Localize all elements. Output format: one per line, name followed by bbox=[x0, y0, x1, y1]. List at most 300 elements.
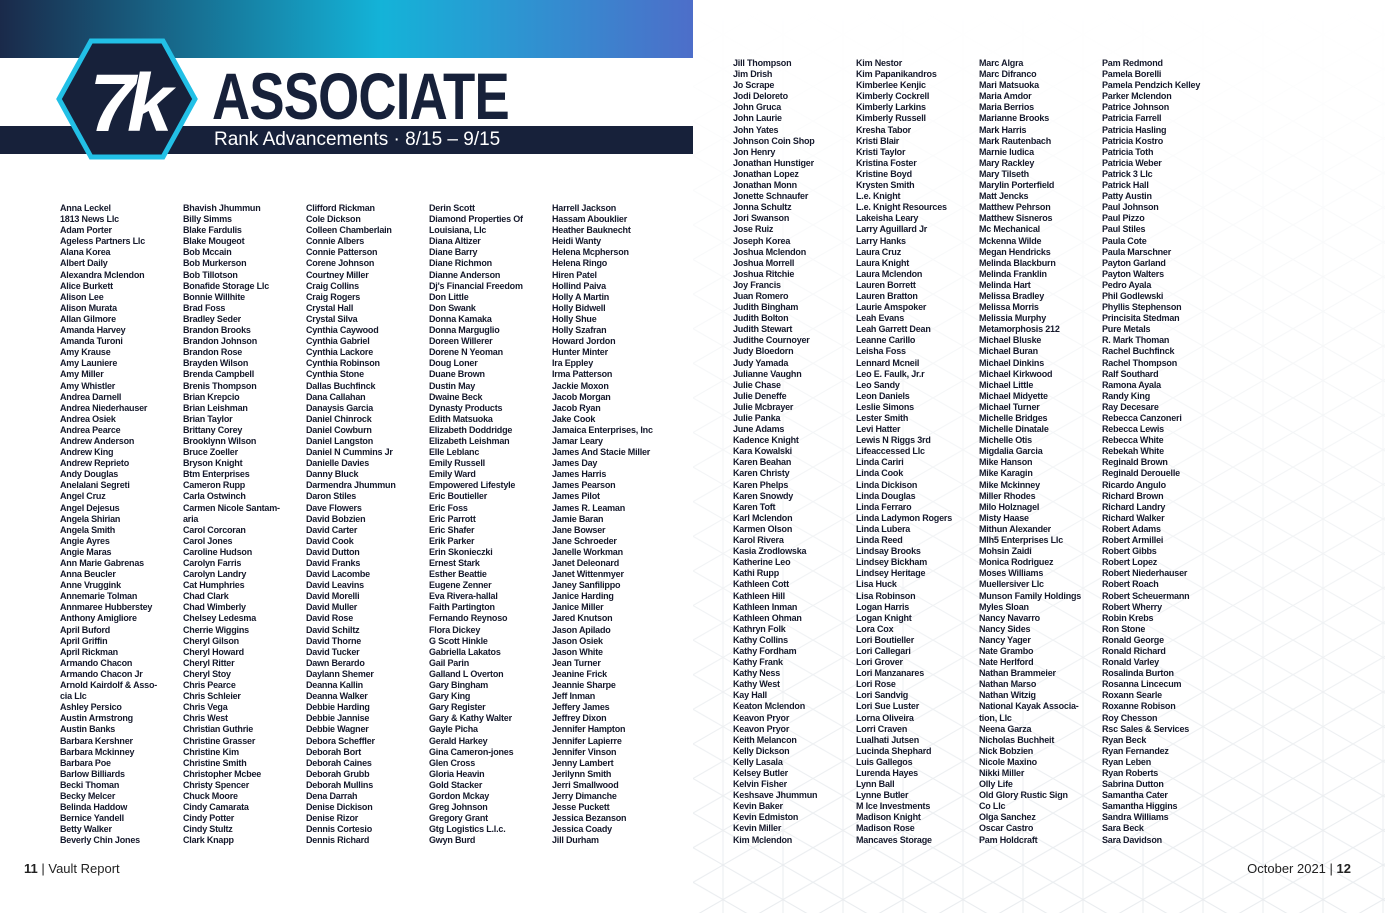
name-entry: Empowered Lifestyle bbox=[429, 480, 516, 491]
name-entry: Anna Beucler bbox=[60, 569, 116, 580]
name-entry: Janey Sanfilippo bbox=[552, 580, 621, 591]
name-entry: Kim Mclendon bbox=[733, 834, 793, 845]
name-entry: Ryan Roberts bbox=[1102, 768, 1159, 778]
name-entry: R. Mark Thoman bbox=[1102, 335, 1170, 346]
name-entry: Jean Turner bbox=[552, 657, 601, 668]
name-entry: James Pearson bbox=[552, 480, 616, 491]
name-entry: Eva Rivera-hallal bbox=[429, 591, 498, 602]
name-entry: Ann Marie Gabrenas bbox=[60, 558, 144, 568]
name-entry: Don Little bbox=[429, 291, 469, 302]
name-entry: Annmaree Hubberstey bbox=[60, 602, 153, 613]
name-entry: Lakeisha Leary bbox=[856, 213, 919, 224]
name-entry: Laura Cruz bbox=[856, 246, 902, 257]
name-entry: Kathi Rupp bbox=[733, 568, 779, 579]
name-entry: Laura Mclendon bbox=[856, 268, 923, 279]
name-entry: Nate Herlford bbox=[979, 657, 1034, 668]
name-entry: Melissa Morris bbox=[979, 302, 1039, 313]
name-entry: Danny Bluck bbox=[306, 469, 359, 480]
name-entry: Roy Chesson bbox=[1102, 712, 1158, 723]
name-entry: Courtney Miller bbox=[306, 269, 369, 280]
name-entry: Cherrie Wiggins bbox=[183, 624, 249, 635]
name-entry: Dianne Anderson bbox=[429, 269, 501, 280]
name-entry: Albert Daily bbox=[60, 258, 108, 269]
name-entry: Chuck Moore bbox=[183, 790, 238, 801]
name-entry: Cheryl Ritter bbox=[183, 657, 235, 668]
name-entry: Phil Godlewski bbox=[1102, 290, 1164, 301]
name-entry: Debbie Harding bbox=[306, 702, 370, 713]
name-entry: Kresha Tabor bbox=[856, 124, 911, 135]
name-entry: Andrea Pearce bbox=[60, 424, 121, 435]
name-entry: Jonna Schultz bbox=[733, 202, 792, 213]
name-entry: Judithe Cournoyer bbox=[733, 335, 810, 346]
name-entry: Daniel N Cummins Jr bbox=[306, 447, 393, 458]
name-entry: Glen Cross bbox=[429, 757, 476, 768]
name-entry: April Griffin bbox=[60, 635, 108, 646]
name-entry: Anna Leckel bbox=[60, 203, 111, 213]
name-entry: Laurie Amspoker bbox=[856, 302, 927, 313]
name-entry: Mithun Alexander bbox=[979, 523, 1051, 534]
name-entry: Rebecca Lewis bbox=[1102, 424, 1164, 435]
name-entry: Elle Leblanc bbox=[429, 447, 480, 458]
name-entry: Lori Manzanares bbox=[856, 668, 925, 679]
name-entry: Muellersiver Llc bbox=[979, 579, 1044, 590]
name-entry: Leon Daniels bbox=[856, 390, 910, 401]
name-entry: James Harris bbox=[552, 469, 607, 480]
name-entry: Colleen Chamberlain bbox=[306, 225, 392, 236]
name-entry: Janice Harding bbox=[552, 591, 614, 602]
name-entry: Andrew Reprieto bbox=[60, 458, 130, 469]
name-entry: Jesse Puckett bbox=[552, 802, 610, 813]
name-entry: Patrick 3 Llc bbox=[1102, 168, 1153, 179]
name-entry: Jose Ruiz bbox=[733, 224, 774, 235]
name-entry: Brad Foss bbox=[183, 302, 226, 313]
name-entry: Kim Papanikandros bbox=[856, 69, 937, 80]
name-entry: Anelalani Segreti bbox=[60, 480, 130, 491]
name-entry: Donna Marguglio bbox=[429, 325, 500, 336]
name-entry: Sabrina Dutton bbox=[1102, 779, 1164, 790]
name-entry: Jason White bbox=[552, 646, 603, 657]
name-entry: Ernest Stark bbox=[429, 558, 480, 568]
logo-text: 7k bbox=[89, 58, 165, 149]
name-entry: Gary Register bbox=[429, 702, 486, 713]
name-entry: Andrea Osiek bbox=[60, 413, 116, 424]
name-entry: Jane Schroeder bbox=[552, 535, 617, 546]
name-entry: Amanda Turoni bbox=[60, 336, 123, 347]
name-entry: Emily Russell bbox=[429, 458, 485, 469]
name-entry: Christopher Mcbee bbox=[183, 768, 262, 779]
name-entry: Amy Miller bbox=[60, 369, 104, 380]
name-entry: Juan Romero bbox=[733, 290, 789, 301]
name-entry: Kelvin Fisher bbox=[733, 779, 787, 790]
name-entry: Rachel Buchfinck bbox=[1102, 346, 1175, 357]
name-entry: Amy Launiere bbox=[60, 358, 118, 369]
name-entry: Daniel Chinrock bbox=[306, 413, 372, 424]
name-entry: Jessica Coady bbox=[552, 824, 612, 835]
name-entry: Barbara Mckinney bbox=[60, 746, 135, 757]
name-entry: Judith Bolton bbox=[733, 313, 789, 324]
name-entry: Eric Shafer bbox=[429, 524, 475, 535]
name-entry: Ray Decesare bbox=[1102, 401, 1159, 412]
name-entry: Payton Garland bbox=[1102, 257, 1166, 268]
name-entry: Linda Cook bbox=[856, 468, 903, 479]
name-entry: Anne Vruggink bbox=[60, 580, 121, 591]
name-entry: Christine Grasser bbox=[183, 735, 256, 746]
name-entry: Austin Armstrong bbox=[60, 713, 133, 724]
name-entry: Larry Aguillard Jr bbox=[856, 224, 928, 235]
name-entry: Hunter Minter bbox=[552, 347, 608, 358]
name-entry: Karol Rivera bbox=[733, 535, 784, 546]
name-entry: Helena Mcpherson bbox=[552, 247, 629, 258]
name-entry: Beverly Chin Jones bbox=[60, 835, 140, 846]
name-entry: Julie Chase bbox=[733, 379, 781, 390]
name-entry: Lauren Bratton bbox=[856, 290, 918, 301]
name-entry: Andrew King bbox=[60, 447, 114, 458]
name-entry: Alison Lee bbox=[60, 291, 104, 302]
name-entry: Phyllis Stephenson bbox=[1102, 302, 1182, 313]
name-entry: Robert Gibbs bbox=[1102, 546, 1157, 557]
name-entry: Leah Garrett Dean bbox=[856, 324, 931, 335]
name-entry: Arnold Kairdolf & Asso- bbox=[60, 680, 158, 691]
name-entry: Barbara Poe bbox=[60, 757, 111, 768]
name-entry: Dennis Cortesio bbox=[306, 824, 373, 835]
name-entry: Daron Stiles bbox=[306, 491, 357, 502]
name-entry: Reginald Derouelle bbox=[1102, 468, 1180, 479]
name-entry: Linda Ferraro bbox=[856, 501, 912, 512]
name-entry: David Bobzien bbox=[306, 513, 366, 524]
name-entry: Louisiana, Llc bbox=[429, 225, 487, 236]
name-entry: Kristina Foster bbox=[856, 157, 917, 168]
name-entry: Kadence Knight bbox=[733, 435, 799, 446]
name-entry: cia Llc bbox=[60, 691, 87, 702]
name-entry: Lauren Borrett bbox=[856, 279, 916, 290]
name-entry: Karen Christy bbox=[733, 468, 790, 479]
name-entry: Jeff Inman bbox=[552, 691, 596, 702]
name-entry: Jill Durham bbox=[552, 835, 599, 846]
name-entry: Karen Beahan bbox=[733, 457, 792, 468]
name-entry: Lindsey Heritage bbox=[856, 568, 926, 579]
name-entry: Payton Walters bbox=[1102, 268, 1164, 279]
name-entry: Kathy Fordham bbox=[733, 645, 797, 656]
name-entry: Lynn Ball bbox=[856, 779, 895, 790]
name-entry: Carolyn Landry bbox=[183, 569, 247, 580]
name-column-9 bbox=[1102, 58, 1224, 846]
name-entry: Kathleen Hill bbox=[733, 590, 785, 601]
name-entry: Linda Douglas bbox=[856, 490, 916, 501]
name-entry: Keaton Mclendon bbox=[733, 701, 806, 712]
name-entry: Deborah Mullins bbox=[306, 779, 374, 790]
name-entry: Barbara Kershner bbox=[60, 735, 133, 746]
name-entry: Paula Cote bbox=[1102, 235, 1147, 246]
name-entry: Chris Vega bbox=[183, 702, 228, 713]
name-entry: Roxann Searle bbox=[1102, 690, 1162, 701]
name-entry: Danielle Davies bbox=[306, 458, 370, 469]
name-entry: June Adams bbox=[733, 424, 785, 435]
name-entry: Ricardo Angulo bbox=[1102, 479, 1166, 490]
name-entry: Chad Wimberly bbox=[183, 602, 246, 613]
name-entry: Nick Bobzien bbox=[979, 745, 1034, 756]
name-entry: Lindsey Bickham bbox=[856, 557, 928, 568]
name-entry: Monica Rodriguez bbox=[979, 557, 1054, 568]
name-entry: Metamorphosis 212 bbox=[979, 324, 1060, 335]
name-entry: Holly Szafran bbox=[552, 325, 607, 336]
name-entry: Patty Austin bbox=[1102, 191, 1152, 202]
name-entry: Matt Jencks bbox=[979, 191, 1029, 202]
name-entry: Daylann Shemer bbox=[306, 668, 374, 679]
name-entry: Matthew Pehrson bbox=[979, 202, 1051, 213]
name-entry: Judith Bingham bbox=[733, 302, 799, 313]
footer-right-label: October 2021 bbox=[1247, 861, 1326, 876]
name-entry: Cynthia Stone bbox=[306, 369, 364, 380]
name-entry: David Franks bbox=[306, 558, 361, 568]
name-entry: Hiren Patel bbox=[552, 269, 597, 280]
name-entry: Lori Rose bbox=[856, 679, 896, 690]
name-entry: Dennis Richard bbox=[306, 835, 370, 846]
name-entry: Emily Ward bbox=[429, 469, 476, 480]
name-entry: Lester Smith bbox=[856, 413, 909, 423]
name-entry: Olly Life bbox=[979, 779, 1013, 790]
name-entry: Brian Leishman bbox=[183, 402, 248, 413]
name-entry: Marianne Brooks bbox=[979, 113, 1050, 124]
name-entry: Kathy Ness bbox=[733, 668, 781, 679]
name-entry: tion, Llc bbox=[979, 712, 1012, 723]
name-entry: Dustin May bbox=[429, 380, 476, 391]
name-entry: Nicole Maxino bbox=[979, 756, 1037, 767]
name-entry: 1813 News Llc bbox=[60, 214, 119, 225]
name-entry: Megan Hendricks bbox=[979, 246, 1051, 257]
name-entry: Kevin Edmiston bbox=[733, 812, 799, 823]
name-entry: Lora Cox bbox=[856, 623, 894, 634]
name-column-8 bbox=[979, 58, 1101, 846]
name-entry: Debora Scheffler bbox=[306, 735, 375, 746]
name-entry: Nathan Marso bbox=[979, 679, 1037, 690]
name-entry: Keavon Pryor bbox=[733, 712, 790, 723]
name-entry: Jeffrey Dixon bbox=[552, 713, 607, 724]
name-entry: Bonnie Willhite bbox=[183, 291, 245, 302]
name-entry: Janet Deleonard bbox=[552, 558, 620, 568]
name-entry: Cameron Rupp bbox=[183, 480, 246, 491]
name-entry: Chad Clark bbox=[183, 591, 229, 602]
name-entry: Mary Rackley bbox=[979, 157, 1035, 168]
name-entry: Joshua Morrell bbox=[733, 257, 795, 268]
name-entry: Lurenda Hayes bbox=[856, 768, 918, 778]
name-entry: Paul Johnson bbox=[1102, 202, 1159, 213]
name-entry: Cynthia Robinson bbox=[306, 358, 380, 369]
name-entry: Marc Difranco bbox=[979, 69, 1037, 80]
name-entry: Cheryl Stoy bbox=[183, 668, 231, 679]
name-entry: Eric Boutieller bbox=[429, 491, 488, 502]
name-entry: Gabriella Lakatos bbox=[429, 646, 501, 657]
name-entry: Brittany Corey bbox=[183, 424, 243, 435]
name-entry: Carol Corcoran bbox=[183, 524, 246, 535]
name-entry: Rosanna Lincecum bbox=[1102, 679, 1182, 690]
name-entry: Denise Rizor bbox=[306, 813, 359, 824]
name-entry: Michael Bluske bbox=[979, 335, 1042, 346]
name-entry: Joy Francis bbox=[733, 279, 781, 290]
name-entry: Julie Deneffe bbox=[733, 390, 787, 401]
name-entry: Gail Parin bbox=[429, 657, 470, 668]
page-title: ASSOCIATE bbox=[212, 59, 509, 133]
name-entry: Samantha Cater bbox=[1102, 790, 1168, 801]
name-entry: Leo E. Faulk, Jr.r bbox=[856, 368, 925, 379]
name-entry: Cindy Potter bbox=[183, 813, 235, 824]
name-entry: Mlh5 Enterprises Llc bbox=[979, 535, 1064, 546]
name-entry: Clark Knapp bbox=[183, 835, 234, 846]
name-entry: Ronald Varley bbox=[1102, 657, 1159, 668]
name-entry: Eric Foss bbox=[429, 502, 468, 513]
name-entry: Billy Simms bbox=[183, 214, 232, 225]
name-entry: Becky Melcer bbox=[60, 790, 116, 801]
name-entry: Rebecca Canzoneri bbox=[1102, 413, 1182, 423]
name-entry: Brandon Rose bbox=[183, 347, 243, 358]
name-entry: Eugene Zenner bbox=[429, 580, 492, 591]
name-entry: Gordon Mckay bbox=[429, 790, 490, 801]
name-entry: John Gruca bbox=[733, 102, 782, 113]
name-entry: Jake Cook bbox=[552, 413, 596, 424]
name-entry: Marnie Iudica bbox=[979, 146, 1034, 157]
name-entry: Bryson Knight bbox=[183, 458, 243, 469]
name-entry: Brenda Campbell bbox=[183, 369, 255, 380]
name-entry: Angie Ayres bbox=[60, 535, 110, 546]
name-entry: Corene Johnson bbox=[306, 258, 375, 269]
name-entry: Fernando Reynoso bbox=[429, 613, 508, 624]
name-entry: Armando Chacon Jr bbox=[60, 668, 143, 679]
name-entry: Dave Flowers bbox=[306, 502, 362, 513]
name-entry: Holly Shue bbox=[552, 313, 597, 324]
name-entry: Mike Mckinney bbox=[979, 479, 1040, 490]
name-entry: Diane Richmon bbox=[429, 258, 492, 269]
name-entry: Edith Matsuoka bbox=[429, 413, 493, 424]
name-entry: Galland L Overton bbox=[429, 668, 504, 679]
name-entry: Nancy Yager bbox=[979, 634, 1031, 645]
name-entry: Lorna Oliveira bbox=[856, 712, 914, 723]
name-entry: Jeffery James bbox=[552, 702, 610, 713]
name-entry: Dena Darrah bbox=[306, 790, 358, 801]
name-entry: Heather Bauknecht bbox=[552, 225, 631, 236]
name-entry: Lynne Butler bbox=[856, 790, 909, 801]
name-entry: Dj's Financial Freedom bbox=[429, 280, 523, 291]
name-entry: Julianne Vaughn bbox=[733, 368, 802, 379]
name-entry: James Day bbox=[552, 458, 598, 469]
name-entry: Jonathan Hunstiger bbox=[733, 157, 814, 168]
name-entry: Jason Apilado bbox=[552, 624, 611, 635]
name-entry: Richard Landry bbox=[1102, 501, 1166, 512]
page-number-left: 11 bbox=[24, 861, 38, 876]
name-entry: Blake Fardulis bbox=[183, 225, 242, 236]
name-entry: Andrea Darnell bbox=[60, 391, 122, 402]
name-entry: Debbie Jannise bbox=[306, 713, 370, 724]
name-entry: Dwaine Beck bbox=[429, 391, 483, 402]
name-entry: Jeanine Frick bbox=[552, 668, 607, 679]
name-entry: Lori Grover bbox=[856, 657, 903, 668]
name-entry: Linda Lubera bbox=[856, 523, 911, 534]
name-entry: Michael Midyette bbox=[979, 390, 1048, 401]
name-entry: Neena Garza bbox=[979, 723, 1032, 734]
name-entry: Alana Korea bbox=[60, 247, 111, 258]
name-entry: Kathy West bbox=[733, 679, 780, 690]
name-entry: Greg Johnson bbox=[429, 802, 488, 813]
name-entry: Bernice Yandell bbox=[60, 813, 124, 824]
name-entry: Amanda Harvey bbox=[60, 325, 126, 336]
name-entry: Bob Mccain bbox=[183, 247, 232, 258]
name-entry: Elizabeth Leishman bbox=[429, 435, 510, 446]
name-entry: Ageless Partners Llc bbox=[60, 236, 146, 247]
name-entry: Pamela Borelli bbox=[1102, 69, 1162, 80]
name-column-1 bbox=[60, 203, 182, 846]
name-entry: Cynthia Caywood bbox=[306, 325, 379, 336]
name-entry: Jonathan Monn bbox=[733, 180, 797, 191]
footer-left: 11 | Vault Report bbox=[24, 861, 120, 876]
name-entry: Austin Banks bbox=[60, 724, 116, 735]
name-entry: G Scott Hinkle bbox=[429, 635, 488, 646]
name-entry: Lisa Huck bbox=[856, 579, 897, 590]
name-entry: Holly A Martin bbox=[552, 291, 610, 302]
name-entry: David Lacombe bbox=[306, 569, 370, 580]
name-entry: Patricia Hasling bbox=[1102, 124, 1167, 135]
name-entry: Deanna Walker bbox=[306, 691, 368, 702]
name-entry: Bob Tillotson bbox=[183, 269, 238, 280]
name-entry: Michael Buran bbox=[979, 346, 1038, 357]
name-entry: Robert Armillei bbox=[1102, 535, 1164, 546]
name-entry: Nathan Brammeier bbox=[979, 668, 1056, 679]
name-entry: Sandra Williams bbox=[1102, 812, 1169, 823]
name-entry: Lori Sandvig bbox=[856, 690, 909, 701]
name-entry: Kristi Blair bbox=[856, 135, 900, 146]
name-entry: Carla Ostwinch bbox=[183, 491, 246, 502]
name-entry: Kasia Zrodlowska bbox=[733, 546, 807, 557]
name-entry: Mckenna Wilde bbox=[979, 235, 1042, 246]
name-entry: Craig Rogers bbox=[306, 291, 361, 302]
name-entry: Jerri Smallwood bbox=[552, 779, 619, 790]
name-entry: Kathryn Folk bbox=[733, 623, 786, 634]
name-entry: Migdalia Garcia bbox=[979, 446, 1043, 457]
name-entry: Jacob Morgan bbox=[552, 391, 611, 402]
name-entry: Cheryl Gilson bbox=[183, 635, 239, 646]
name-entry: Chris Pearce bbox=[183, 680, 236, 691]
name-entry: Angela Smith bbox=[60, 524, 116, 535]
name-entry: Duane Brown bbox=[429, 369, 485, 380]
name-entry: Linda Reed bbox=[856, 535, 903, 546]
name-entry: Roxanne Robison bbox=[1102, 701, 1176, 712]
name-entry: Lori Sue Luster bbox=[856, 701, 920, 712]
name-entry: Logan Knight bbox=[856, 612, 912, 623]
name-entry: James Pilot bbox=[552, 491, 600, 502]
name-entry: Robin Krebs bbox=[1102, 612, 1154, 623]
name-entry: Nikki Miller bbox=[979, 768, 1025, 778]
name-entry: Esther Beattie bbox=[429, 569, 487, 580]
name-entry: Ramona Ayala bbox=[1102, 379, 1161, 390]
name-entry: Samantha Higgins bbox=[1102, 801, 1178, 812]
name-entry: Kelly Dickson bbox=[733, 745, 790, 756]
name-entry: Marc Algra bbox=[979, 58, 1024, 68]
name-entry: Katherine Leo bbox=[733, 557, 791, 568]
name-entry: Deanna Kallin bbox=[306, 680, 363, 691]
name-entry: Dorene N Yeoman bbox=[429, 347, 503, 358]
name-entry: Cynthia Lackore bbox=[306, 347, 374, 358]
name-entry: Jenny Lambert bbox=[552, 757, 614, 768]
name-entry: Jonathan Lopez bbox=[733, 168, 799, 179]
name-entry: Janelle Workman bbox=[552, 546, 623, 557]
name-entry: Jamaica Enterprises, Inc bbox=[552, 424, 653, 435]
name-entry: Sara Beck bbox=[1102, 823, 1144, 834]
name-entry: Becki Thoman bbox=[60, 779, 120, 790]
name-entry: David Thorne bbox=[306, 635, 362, 646]
name-entry: Crystal Silva bbox=[306, 313, 358, 324]
name-entry: Levi Hatter bbox=[856, 424, 901, 435]
name-entry: Belinda Haddow bbox=[60, 802, 128, 813]
name-entry: Michael Turner bbox=[979, 401, 1040, 412]
name-entry: Jared Knutson bbox=[552, 613, 613, 624]
name-entry: Kim Nestor bbox=[856, 58, 903, 68]
